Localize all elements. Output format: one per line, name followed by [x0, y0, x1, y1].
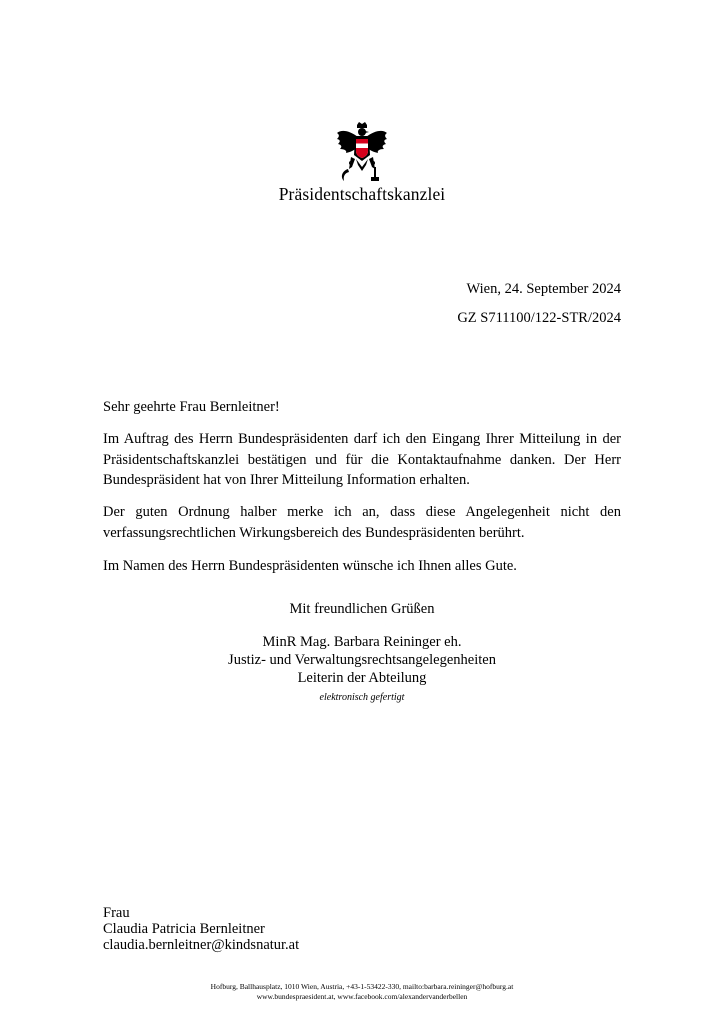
paragraph-acknowledgement: Im Auftrag des Herrn Bundespräsidenten darf ich den Eingang Ihrer Mitteilung in der Präsidentschaftskanzlei bestätigen und für die Kontaktaufnahme danken. Der Herr Bundespräsident hat von Ihrer Mitteilung Information erhalten. — [103, 431, 621, 488]
electronic-signature-note: elektronisch gefertigt — [319, 692, 405, 703]
footer-address-line: Hofburg, Ballhausplatz, 1010 Wien, Austria, +43-1-53422-330, mailto:barbara.reininger@hofburg.at — [210, 982, 514, 991]
austrian-eagle-coat-of-arms-icon — [336, 121, 388, 183]
closing-greeting: Mit freundlichen Grüßen — [289, 601, 435, 617]
signer-role: Leiterin der Abteilung — [297, 670, 427, 686]
recipient-title: Frau — [103, 905, 130, 921]
recipient-address — [103, 905, 299, 953]
paragraph-jurisdiction-note: Der guten Ordnung halber merke ich an, dass diese Angelegenheit nicht den verfassungsrechtlichen Wirkungsbereich des Bundespräsidenten berührt. — [103, 504, 621, 541]
salutation: Sehr geehrte Frau Bernleitner! — [103, 399, 280, 415]
recipient-email: claudia.bernleitner@kindsnatur.at — [103, 937, 300, 953]
footer-contact — [0, 982, 724, 1002]
office-name: Präsidentschaftskanzlei — [278, 184, 446, 204]
letter-date: Wien, 24. September 2024 — [466, 281, 621, 297]
signer-name: MinR Mag. Barbara Reininger eh. — [262, 634, 462, 650]
signature-block — [103, 633, 621, 687]
shield-red-top — [356, 139, 368, 144]
recipient-name: Claudia Patricia Bernleitner — [103, 921, 265, 937]
footer-web-line: www.bundespraesident.at, www.facebook.com/alexandervanderbellen — [256, 992, 468, 1001]
signer-department: Justiz- und Verwaltungsrechtsangelegenheiten — [228, 652, 496, 668]
reference-number: GZ S711100/122-STR/2024 — [457, 310, 621, 326]
paragraph-wishes: Im Namen des Herrn Bundespräsidenten wünsche ich Ihnen alles Gute. — [103, 558, 517, 574]
